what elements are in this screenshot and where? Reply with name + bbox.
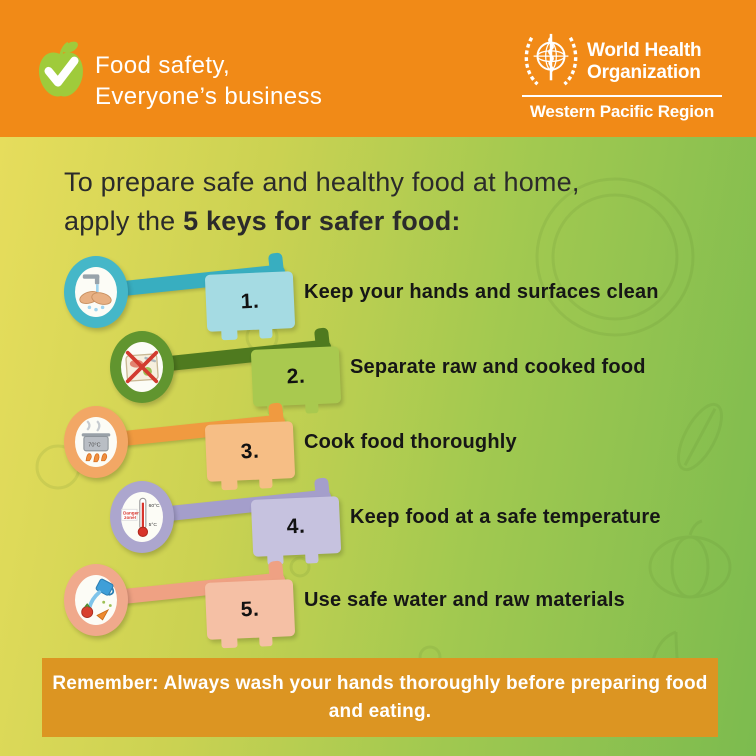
- who-region-label: Western Pacific Region: [529, 102, 715, 121]
- key-bow: [110, 481, 174, 553]
- title-line1: To prepare safe and healthy food at home,: [64, 167, 580, 197]
- danger-zone-label-line2: zone!: [124, 515, 137, 521]
- reminder-line2: and eating.: [328, 700, 432, 722]
- key-number: 1.: [240, 289, 260, 313]
- no-raw-cooked-mix-icon: [120, 345, 164, 389]
- key-bow: [64, 564, 128, 636]
- key-bit: [205, 579, 295, 640]
- cooking-pot-icon: [74, 420, 118, 464]
- key-bit: [205, 271, 295, 332]
- key-label: Use safe water and raw materials: [304, 588, 625, 611]
- key-row-4: [0, 477, 756, 557]
- food-safety-apple-check-icon: [34, 38, 88, 100]
- tagline-line1: Food safety,: [95, 52, 231, 79]
- key-label: Keep your hands and surfaces clean: [304, 280, 659, 303]
- danger-zone-label-line1: Danger: [123, 510, 139, 516]
- thermometer-icon: [120, 495, 164, 539]
- pot-temperature-label: 70°C: [88, 442, 101, 449]
- key-bow: [64, 256, 128, 328]
- key-row-5: [0, 560, 756, 640]
- key-number: 5.: [240, 597, 260, 621]
- key-row-2: [0, 327, 756, 407]
- key-label: Cook food thoroughly: [304, 430, 517, 453]
- key-bow: [64, 406, 128, 478]
- tagline-line2: Everyone’s business: [95, 83, 323, 110]
- key-row-1: [0, 252, 756, 332]
- who-emblem-icon: [522, 30, 580, 90]
- key-bit: [205, 421, 295, 482]
- campaign-tagline: [95, 50, 322, 112]
- safe-water-produce-icon: [74, 578, 118, 622]
- key-bit: [251, 496, 341, 557]
- key-number: 2.: [286, 364, 306, 388]
- reminder-banner: [42, 658, 718, 737]
- poster-title: [64, 163, 580, 241]
- handwashing-icon: [74, 270, 118, 314]
- temp-high-label: 60°C: [148, 504, 160, 510]
- key-label: Keep food at a safe temperature: [350, 505, 661, 528]
- key-row-3: [0, 402, 756, 482]
- who-name: [587, 40, 701, 84]
- who-name-line1: World Health: [587, 40, 702, 61]
- key-bow: [110, 331, 174, 403]
- key-number: 3.: [240, 439, 260, 463]
- who-logo: [522, 30, 722, 122]
- header: [0, 0, 756, 137]
- key-bit: [251, 346, 341, 407]
- reminder-line1: Remember: Always wash your hands thoroughly before preparing food: [52, 672, 708, 694]
- who-name-line2: Organization: [587, 62, 701, 83]
- temp-low-label: 5°C: [148, 522, 157, 528]
- title-line2: apply the 5 keys for safer food:: [64, 206, 461, 236]
- key-label: Separate raw and cooked food: [350, 355, 646, 378]
- key-number: 4.: [286, 514, 306, 538]
